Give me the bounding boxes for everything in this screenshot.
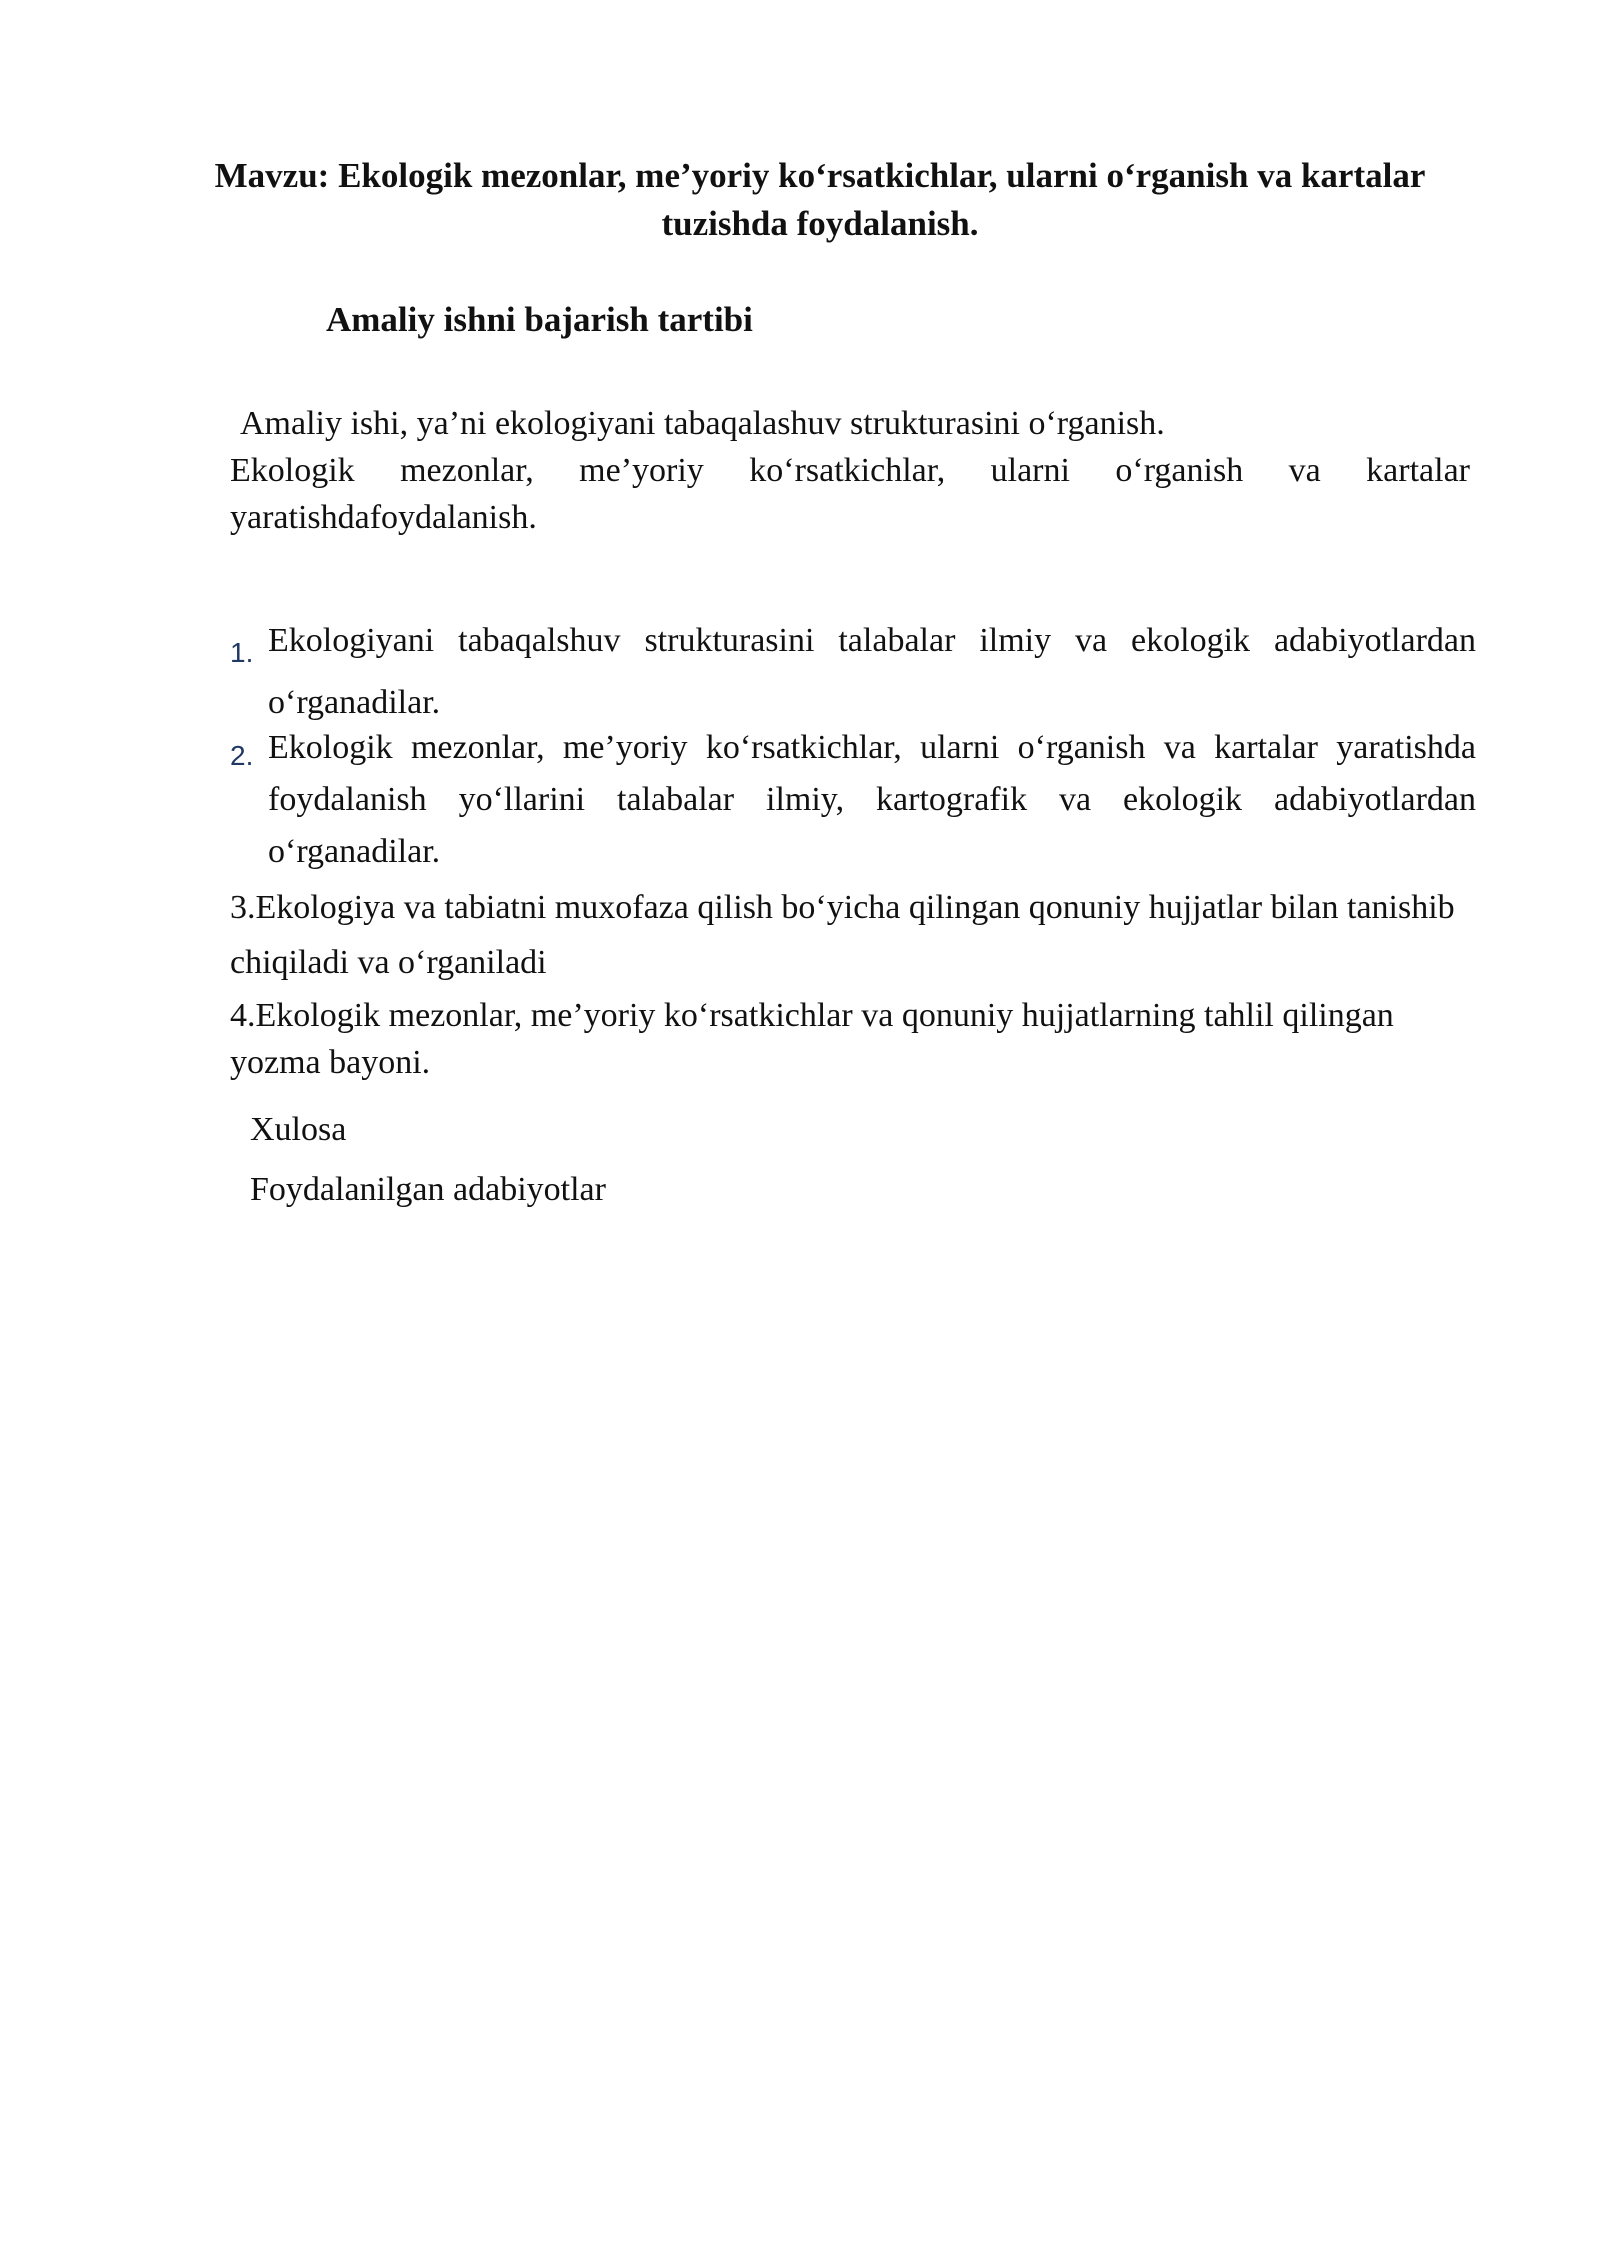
list-item-1 [230, 610, 1476, 734]
list-item-3: 3.Ekologiya va tabiatni muxofaza qilish bo‘yicha qilingan qonuniy hujjatlar bilan tanishib chiqiladi va o‘rganiladi [230, 889, 1455, 981]
list-text-1: Ekologiyani tabaqalshuv strukturasini talabalar ilmiy va ekologik adabiyotlardan o‘rganadilar. [268, 622, 1476, 721]
references-heading: Foydalanilgan adabiyotlar [250, 1171, 606, 1208]
intro-line-3: yaratishdafoydalanish. [230, 499, 537, 536]
intro-line-1: Amaliy ishi, ya’ni ekologiyani tabaqalashuv strukturasini o‘rganish. [240, 405, 1165, 442]
list-number-1: 1. [230, 637, 254, 668]
section-heading: Amaliy ishni bajarish tartibi [326, 300, 753, 339]
conclusion-heading: Xulosa [250, 1111, 347, 1148]
intro-paragraph [230, 400, 1470, 541]
list-item-4: 4.Ekologik mezonlar, me’yoriy ko‘rsatkichlar va qonuniy hujjatlarning tahlil qilingan yozma bayoni. [230, 997, 1394, 1081]
document-title: Mavzu: Ekologik mezonlar, me’yoriy ko‘rsatkichlar, ularni o‘rganish va kartalar tuzishda foydalanish. [214, 156, 1426, 243]
intro-line-2: Ekologik mezonlar, me’yoriy ko‘rsatkichlar, ularni o‘rganish va kartalar [230, 452, 1470, 489]
list-number-2: 2. [230, 740, 254, 771]
list-item-2 [230, 722, 1476, 878]
list-text-2: Ekologik mezonlar, me’yoriy ko‘rsatkichlar, ularni o‘rganish va kartalar yaratishda foydalanish yo‘llarini talabalar ilmiy, kartografik va ekologik adabiyotlardan o‘rganadilar. [268, 729, 1476, 870]
